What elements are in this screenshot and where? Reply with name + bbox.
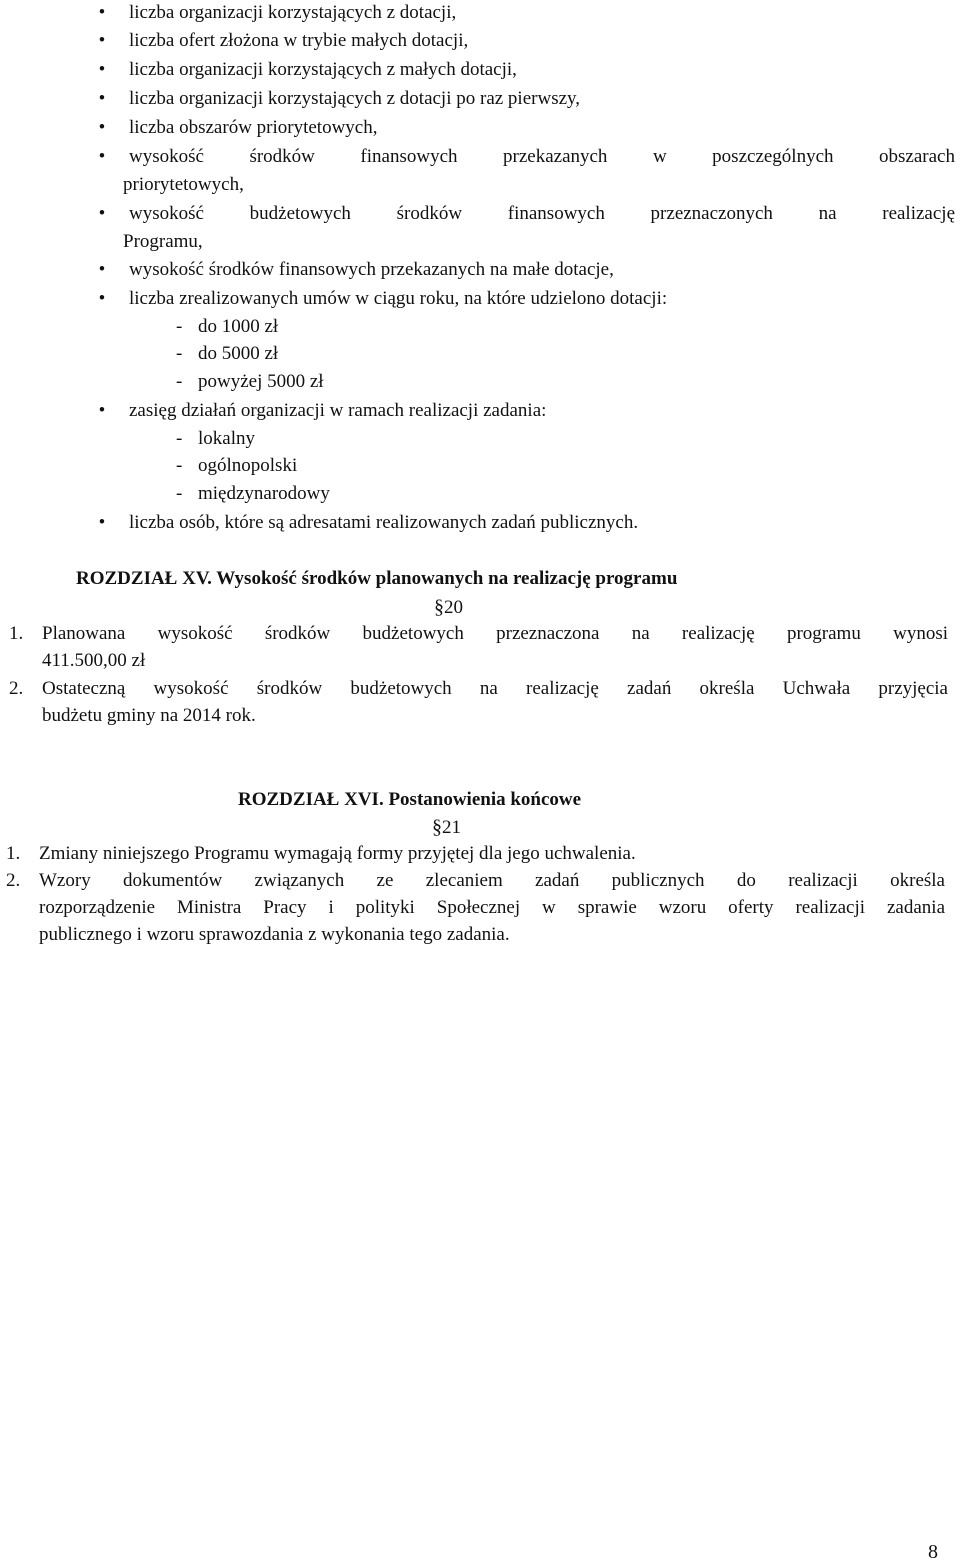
sub-item-text: ogólnopolski	[198, 455, 298, 476]
sub-item-text: do 5000 zł	[198, 343, 279, 364]
point-text: Planowana wysokość środków budżetowych przeznaczona na realizację programu wynosi	[42, 623, 948, 644]
bullet-marker: •	[98, 2, 106, 23]
dash-marker: -	[176, 316, 183, 337]
list-item-text: liczba organizacji korzystających z małych dotacji,	[129, 59, 517, 80]
dash-marker: -	[176, 483, 183, 504]
point-continuation: budżetu gminy na 2014 rok.	[42, 705, 256, 726]
section-number-value: 21	[442, 817, 461, 838]
bullet-marker: •	[98, 59, 106, 80]
sub-item	[176, 314, 278, 340]
bullet-marker: •	[98, 30, 106, 51]
dash-marker: -	[176, 343, 183, 364]
point-continuation: rozporządzenie Ministra Pracy i polityki Społecznej w sprawie wzoru oferty realizacji zadania	[39, 897, 945, 918]
list-item-text: liczba obszarów priorytetowych,	[129, 117, 378, 138]
bullet-marker: •	[98, 117, 106, 138]
list-item-text: liczba osób, które są adresatami realizowanych zadań publicznych.	[129, 512, 639, 533]
chapter-title: ROZDZIAŁ XV. Wysokość środków planowanych na realizację programu	[76, 568, 678, 589]
list-item-text: liczba zrealizowanych umów w ciągu roku, na które udzielono dotacji:	[129, 288, 668, 309]
list-item-continuation: Programu,	[123, 231, 203, 252]
point-continuation: 411.500,00 zł	[42, 650, 146, 671]
sub-item-text: powyżej 5000 zł	[198, 371, 324, 392]
sub-item-text: lokalny	[198, 428, 255, 449]
dash-marker: -	[176, 455, 183, 476]
section-number	[432, 814, 461, 841]
point-text: Ostateczną wysokość środków budżetowych na realizację zadań określa Uchwała przyjęcia	[42, 678, 948, 699]
dash-marker: -	[176, 371, 183, 392]
sub-item	[176, 481, 330, 507]
point-label: 2.	[9, 678, 24, 699]
page-number: 8	[928, 1541, 938, 1563]
point-text: Wzory dokumentów związanych ze zlecaniem zadań publicznych do realizacji określa	[39, 870, 945, 891]
point-label: 1.	[9, 623, 24, 644]
bullet-marker: •	[98, 400, 106, 421]
bullet-marker: •	[98, 259, 106, 280]
dash-marker: -	[176, 428, 183, 449]
section-symbol: §	[432, 816, 442, 838]
sub-item	[176, 453, 297, 479]
list-item-text: wysokość środków finansowych przekazanych w poszczególnych obszarach	[129, 146, 955, 167]
bullet-marker: •	[98, 288, 106, 309]
bullet-marker: •	[98, 203, 106, 224]
list-item-text: zasięg działań organizacji w ramach realizacji zadania:	[129, 400, 547, 421]
list-item-continuation: priorytetowych,	[123, 174, 244, 195]
bullet-marker: •	[98, 512, 106, 533]
sub-item-text: do 1000 zł	[198, 316, 279, 337]
sub-item	[176, 369, 324, 395]
point-text: Zmiany niniejszego Programu wymagają formy przyjętej dla jego uchwalenia.	[39, 843, 636, 864]
section-number	[434, 594, 463, 621]
point-label: 2.	[6, 870, 21, 891]
bullet-marker: •	[98, 88, 106, 109]
section-symbol: §	[434, 596, 444, 618]
sub-item-text: międzynarodowy	[198, 483, 330, 504]
point-continuation: publicznego i wzoru sprawozdania z wykonania tego zadania.	[39, 924, 510, 945]
list-item-text: liczba organizacji korzystających z dotacji po raz pierwszy,	[129, 88, 581, 109]
list-item-text: liczba ofert złożona w trybie małych dotacji,	[129, 30, 469, 51]
bullet-marker: •	[98, 146, 106, 167]
sub-item	[176, 426, 255, 452]
sub-item	[176, 341, 278, 367]
point-label: 1.	[6, 843, 21, 864]
chapter-title: ROZDZIAŁ XVI. Postanowienia końcowe	[238, 789, 582, 810]
list-item-text: liczba organizacji korzystających z dotacji,	[129, 2, 457, 23]
list-item-text: wysokość środków finansowych przekazanych na małe dotacje,	[129, 259, 614, 280]
list-item-text: wysokość budżetowych środków finansowych przeznaczonych na realizację	[129, 203, 955, 224]
section-number-value: 20	[444, 597, 463, 618]
